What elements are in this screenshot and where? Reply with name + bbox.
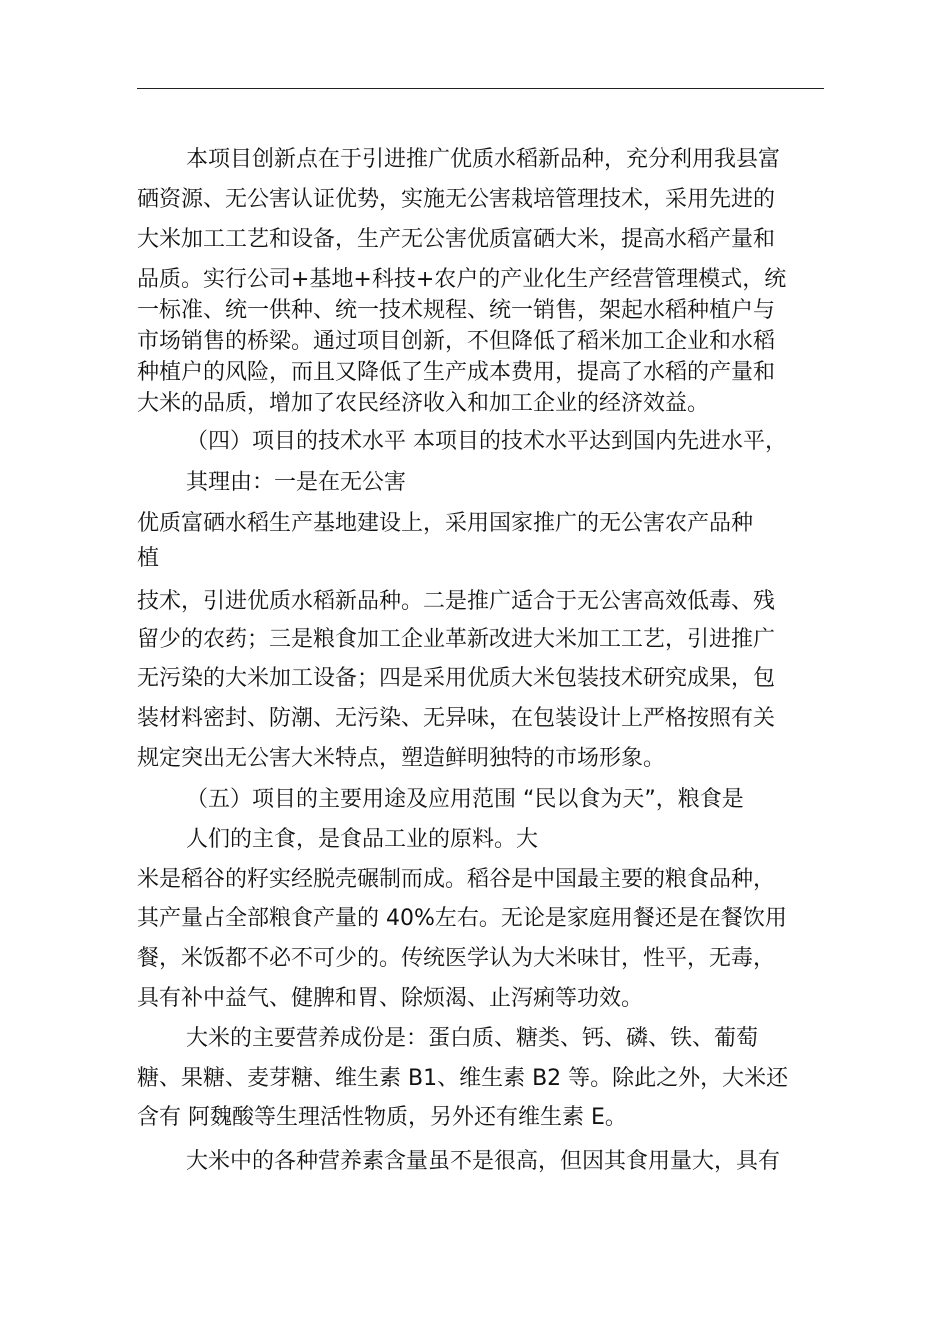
text-line-7: 种植户的风险，而且又降低了生产成本费用，提高了水稻的产量和: [137, 360, 776, 385]
text-line-8: 大米的品质，增加了农民经济收入和加工企业的经济效益。: [137, 391, 710, 416]
text-line-9: （四）项目的技术水平 本项目的技术水平达到国内先进水平，: [186, 429, 787, 454]
text-line-22: 餐，米饭都不必不可少的。传统医学认为大米味甘，性平，无毒，: [137, 946, 776, 971]
header-rule: [137, 88, 824, 89]
text-line-6: 市场销售的桥梁。通过项目创新，不但降低了稻米加工企业和水稻: [137, 329, 776, 354]
text-line-25: 糖、果糖、麦芽糖、维生素 B1、维生素 B2 等。除此之外，大米还: [137, 1066, 789, 1091]
text-line-18: （五）项目的主要用途及应用范围 “民以食为天”，粮食是: [186, 787, 744, 812]
text-line-4: 品质。实行公司+基地+科技+农户的产业化生产经营管理模式，统: [137, 267, 787, 292]
text-line-1: 本项目创新点在于引进推广优质水稻新品种，充分利用我县富: [186, 147, 781, 172]
text-line-17: 规定突出无公害大米特点，塑造鲜明独特的市场形象。: [137, 746, 666, 771]
text-line-20: 米是稻谷的籽实经脱壳碾制而成。稻谷是中国最主要的粮食品种，: [137, 867, 776, 892]
text-line-11: 优质富硒水稻生产基地建设上，采用国家推广的无公害农产品种: [137, 511, 754, 536]
text-line-3: 大米加工工艺和设备，生产无公害优质富硒大米，提高水稻产量和: [137, 227, 776, 252]
text-line-23: 具有补中益气、健脾和胃、除烦渴、止泻痢等功效。: [137, 986, 644, 1011]
text-line-27: 大米中的各种营养素含量虽不是很高，但因其食用量大，具有: [186, 1149, 781, 1174]
text-line-13: 技术，引进优质水稻新品种。二是推广适合于无公害高效低毒、残: [137, 589, 776, 614]
text-line-10: 其理由：一是在无公害: [186, 470, 407, 495]
text-line-15: 无污染的大米加工设备；四是采用优质大米包装技术研究成果，包: [137, 666, 776, 691]
text-line-12: 植: [137, 546, 160, 571]
text-line-2: 硒资源、无公害认证优势，实施无公害栽培管理技术，采用先进的: [137, 187, 776, 212]
text-line-14: 留少的农药；三是粮食加工企业革新改进大米加工工艺，引进推广: [137, 627, 776, 652]
text-line-5: 一标准、统一供种、统一技术规程、统一销售，架起水稻种植户与: [137, 298, 776, 323]
text-line-26: 含有 阿魏酸等生理活性物质，另外还有维生素 E。: [137, 1105, 627, 1130]
text-line-21: 其产量占全部粮食产量的 40%左右。无论是家庭用餐还是在餐饮用: [137, 906, 787, 931]
text-line-24: 大米的主要营养成份是：蛋白质、糖类、钙、磷、铁、葡萄: [186, 1026, 759, 1051]
text-line-16: 装材料密封、防潮、无污染、无异味，在包装设计上严格按照有关: [137, 706, 776, 731]
text-line-19: 人们的主食，是食品工业的原料。大: [186, 827, 539, 852]
